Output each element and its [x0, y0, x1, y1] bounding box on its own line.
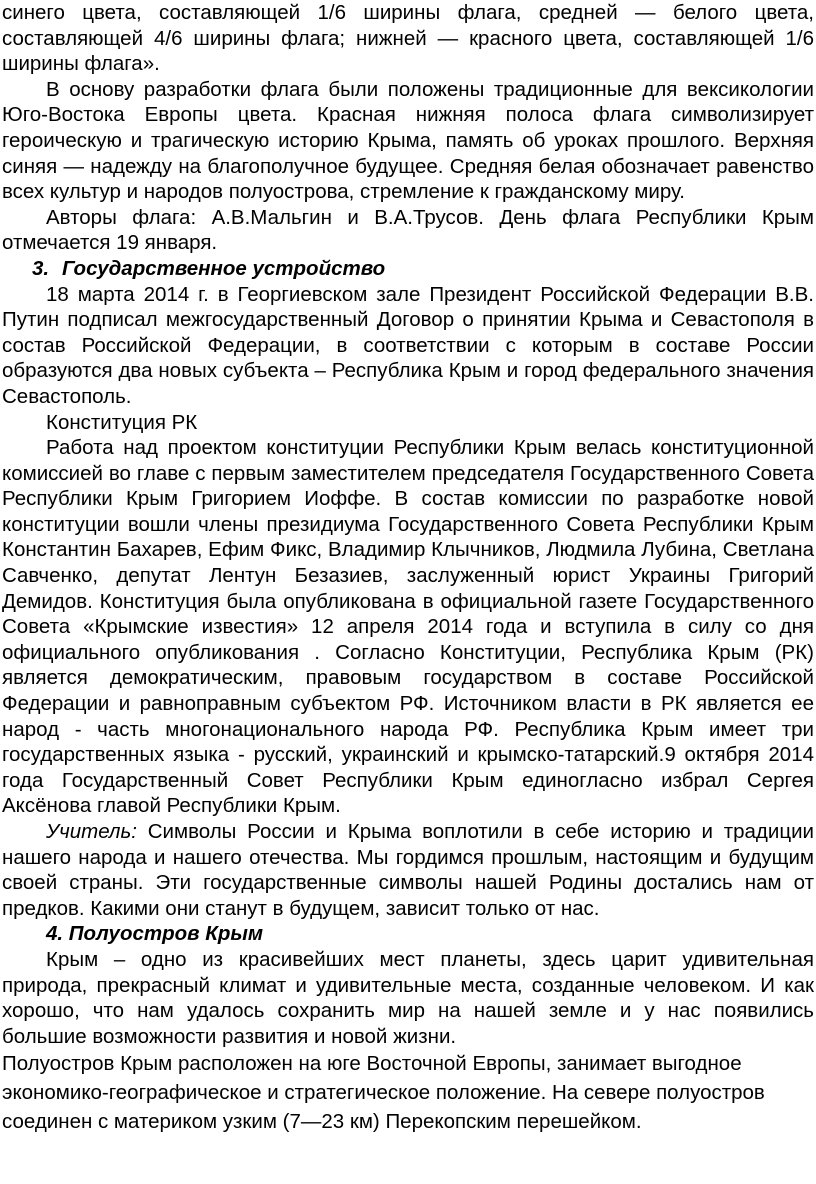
paragraph-constitution-text: Работа над проектом конституции Республики Крым велась конституционной комиссией во главе с первым заместителем председателя Государственного Совета Республики Крым Григорием Иоффе. В состав комиссии по разработке новой конституции вошли члены президиума Государственного Совета Республики Крым Константин Бахарев, Ефим Фикс, Владимир Клычников, Людмила Лубина, Светлана Савченко, депутат Лентун Безазиев, заслуженный юрист Украины Григорий Демидов. Конституция была опубликована в официальной газете Государственного Совета «Крымские известия» 12 апреля 2014 года и вступила в силу со дня официального опубликования . Согласно Конституции, Республика Крым (РК) является демократическим, правовым государством в составе Российской Федерации и равноправным субъектом РФ. Источником власти в РК является ее народ - часть многонационального народа РФ. Республика Крым имеет три государственных языка - русский, украинский и крымско-татарский.9 октября 2014 года Государственный Совет Республики Крым единогласно избрал Сергея Аксёнова главой Республики Крым. [2, 436, 814, 818]
paragraph-flag-description-end: синего цвета, составляющей 1/6 ширины флага, средней — белого цвета, составляющей 4/6 ширины флага; нижней — красного цвета, составляющей 1/6 ширины флага». [2, 1, 814, 76]
section-3-title: Государственное устройство [62, 256, 386, 280]
paragraph-treaty: 18 марта 2014 г. в Георгиевском зале Президент Российской Федерации В.В. Путин подписал межгосударственный Договор о принятии Крыма и Севастополя в состав Российской Федерации, в соответствии с которым в составе России образуются два новых субъекта – Республика Крым и город федерального значения Севастополь. [2, 282, 814, 408]
section-3-number: 3. [32, 256, 50, 280]
section-3-heading [2, 256, 814, 282]
paragraph-flag-colors: В основу разработки флага были положены традиционные для вексикологии Юго-Востока Европы цвета. Красная нижняя полоса флага символизирует героическую и трагическую историю Крыма, память об уроках прошлого. Верхняя синяя — надежду на благополучное будущее. Средняя белая обозначает равенство всех культур и народов полуострова, стремление к гражданскому миру. [2, 77, 814, 204]
teacher-label: Учитель: [46, 820, 137, 843]
paragraph-teacher-remark [2, 819, 814, 921]
paragraph-constitution-label: Конституция РК [46, 410, 198, 434]
paragraph-flag-authors: Авторы флага: А.В.Мальгин и В.А.Трусов. День флага Республики Крым отмечается 19 января. [2, 205, 814, 255]
paragraph-crimea-location: Полуостров Крым расположен на юге Восточной Европы, занимает выгодное экономико-географическое и стратегическое положение. На севере полуостров соединен с материком узким (7—23 км) Перекопским перешейком. [2, 1052, 765, 1134]
section-4-heading: 4. Полуостров Крым [46, 922, 264, 946]
paragraph-crimea-beauty: Крым – одно из красивейших мест планеты, здесь царит удивительная природа, прекрасный климат и удивительные места, созданные человеком. И как хорошо, что нам удалось сохранить мир на нашей земле и у нас появились большие возможности развития и новой жизни. [2, 947, 814, 1048]
teacher-remark-text: Символы России и Крыма воплотили в себе историю и традиции нашего народа и нашего отечества. Мы гордимся прошлым, настоящим и будущим своей страны. Эти государственные символы нашей Родины достались нам от предков. Какими они станут в будущем, зависит только от нас. [2, 820, 814, 920]
